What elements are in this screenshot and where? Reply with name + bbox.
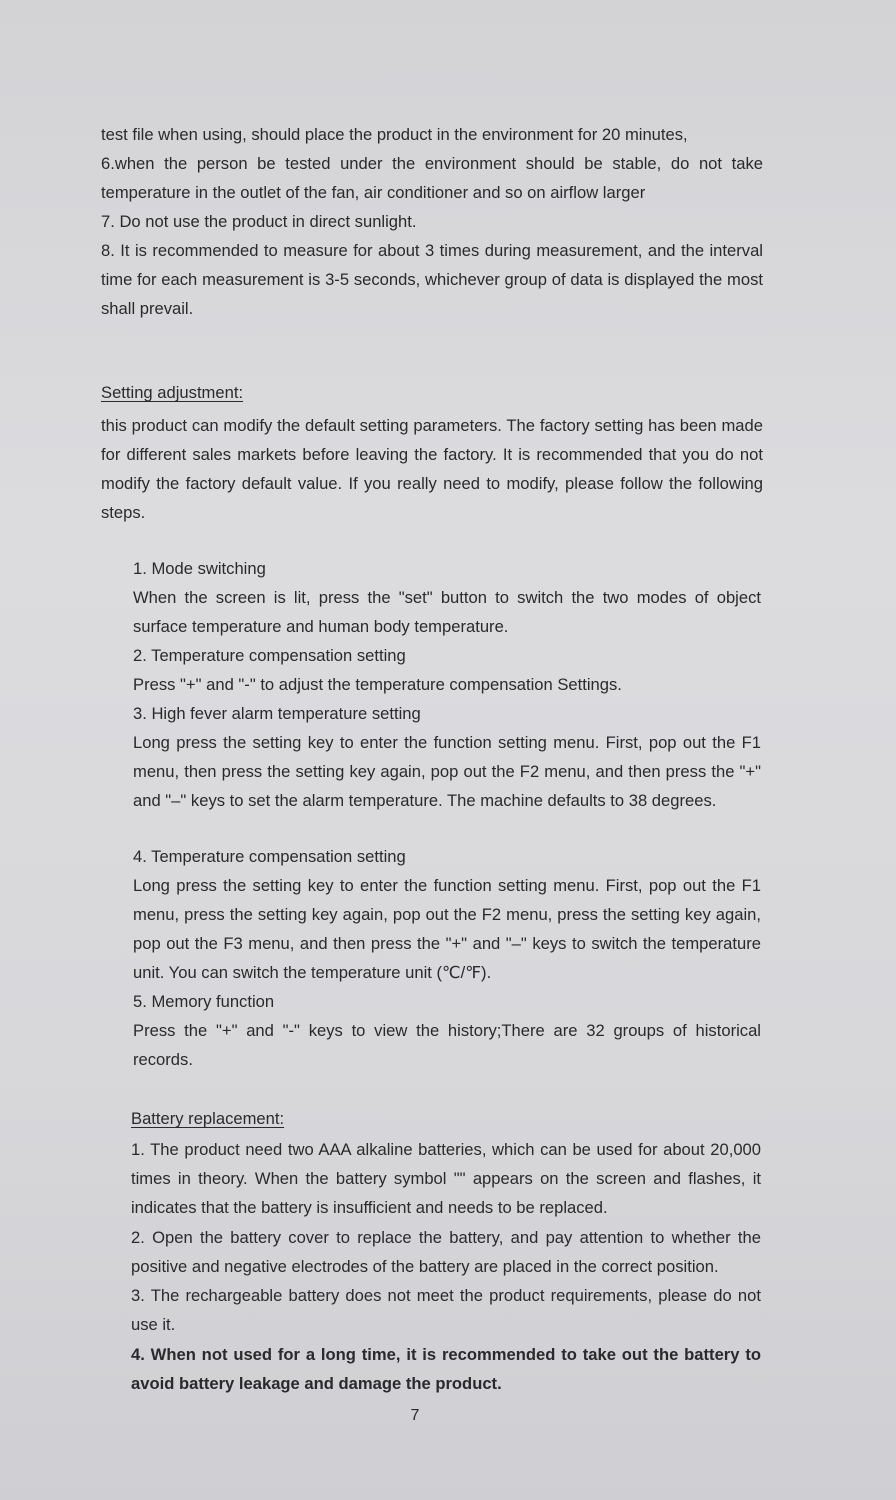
- setting-item-title: 5. Memory function: [133, 992, 275, 1011]
- battery-item-2: 2. Open the battery cover to replace the battery, and pay attention to whether the positive and negative electrodes of the battery are placed in the correct position.: [131, 1228, 761, 1276]
- setting-item-body: Press "+" and "-" to adjust the temperature compensation Settings.: [133, 675, 622, 694]
- setting-item-body: Press the "+" and "-" keys to view the history;There are 32 groups of historical records.: [133, 1021, 761, 1069]
- setting-item-title: 3. High fever alarm temperature setting: [133, 704, 421, 723]
- setting-item-body: Long press the setting key to enter the function setting menu. First, pop out the F1 menu, then press the setting key again, pop out the F2 menu, and then press the "+" and "–" keys to set the alarm temperature. The machine defaults to 38 degrees.: [133, 733, 761, 810]
- battery-item-1: 1. The product need two AAA alkaline batteries, which can be used for about 20,000 times in theory. When the battery symbol "" appears on the screen and flashes, it indicates that the battery is insufficient and needs to be replaced.: [131, 1140, 761, 1217]
- battery-item-4: 4. When not used for a long time, it is recommended to take out the battery to avoid battery leakage and damage the product.: [131, 1345, 761, 1393]
- precaution-item-7: 7. Do not use the product in direct sunlight.: [101, 212, 417, 231]
- setting-item-body: When the screen is lit, press the "set" button to switch the two modes of object surface temperature and human body temperature.: [133, 588, 761, 636]
- continued-line: test file when using, should place the product in the environment for 20 minutes,: [101, 125, 688, 144]
- setting-item-title: 1. Mode switching: [133, 559, 266, 578]
- setting-item-title: 2. Temperature compensation setting: [133, 646, 406, 665]
- setting-item-title: 4. Temperature compensation setting: [133, 847, 406, 866]
- battery-replacement-heading: Battery replacement:: [131, 1109, 285, 1128]
- setting-item-body: Long press the setting key to enter the function setting menu. First, pop out the F1 menu, press the setting key again, pop out the F2 menu, press the setting key again, pop out the F3 menu, and then press the "+" and "–" keys to switch the temperature unit. You can switch the temperature unit (℃/℉).: [133, 876, 761, 982]
- battery-item-3: 3. The rechargeable battery does not meet the product requirements, please do not use it.: [131, 1286, 761, 1334]
- precaution-item-8: 8. It is recommended to measure for about 3 times during measurement, and the interval time for each measurement is 3-5 seconds, whichever group of data is displayed the most shall prevail.: [101, 241, 763, 318]
- page-number: 7: [410, 1407, 420, 1424]
- setting-adjustment-heading: Setting adjustment:: [101, 383, 244, 402]
- precaution-item-6: 6.when the person be tested under the environment should be stable, do not take temperature in the outlet of the fan, air conditioner and so on airflow larger: [101, 154, 763, 202]
- setting-adjustment-intro: this product can modify the default setting parameters. The factory setting has been made for different sales markets before leaving the factory. It is recommended that you do not modify the factory default value. If you really need to modify, please follow the following steps.: [101, 416, 763, 522]
